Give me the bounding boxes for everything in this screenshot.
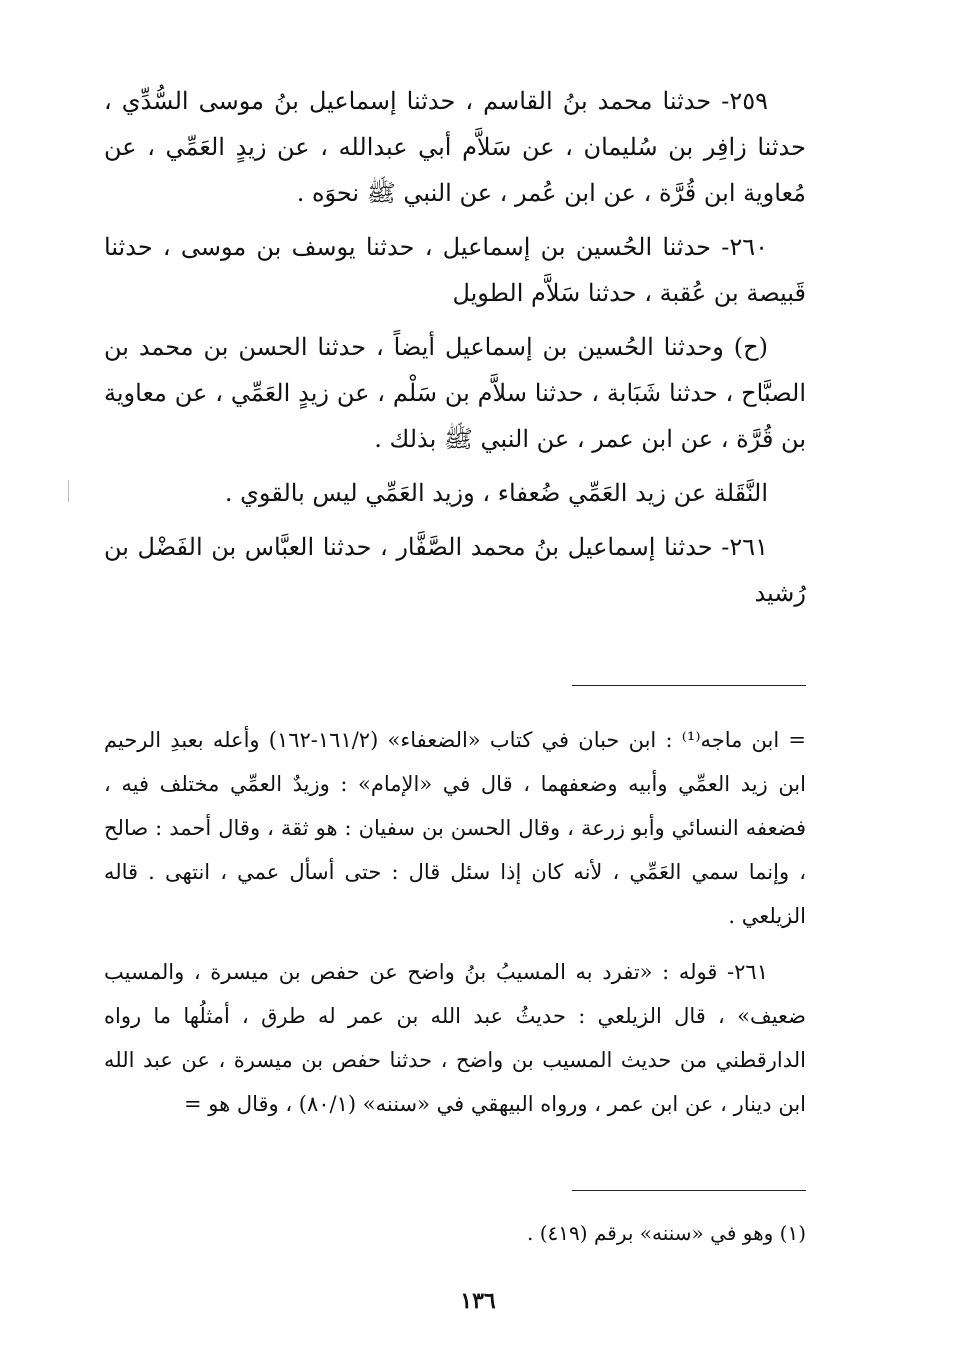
footnote-separator (572, 1190, 806, 1191)
margin-mark (68, 480, 69, 502)
main-text (104, 78, 806, 624)
hadith-259: ٢٥٩- حدثنا محمد بنُ القاسم ، حدثنا إسماعيل بنُ موسى السُّدِّي ، حدثنا زافِر بن سُليمان ، عن سَلاَّم أبي عبدالله ، عن زيدٍ العَمِّي ، عن مُعاوية ابن قُرَّة ، عن ابن عُمر ، عن النبي ﷺ نحوَه . (104, 87, 806, 207)
hadith-261: ٢٦١- حدثنا إسماعيل بنُ محمد الصَّفَّار ، حدثنا العبَّاس بن الفَضْل بن رُشيد (104, 533, 806, 607)
footnote-1: (١) وهو في «سننه» برقم (٤١٩) . (527, 1221, 806, 1245)
commentary-separator (572, 685, 806, 686)
commentary-261: ٢٦١- قوله : «تفرد به المسيبُ بنُ واضح عن حفص بن ميسرة ، والمسيب ضعيف» ، قال الزيلعي : حديثُ عبد الله بن عمر له طرق ، أمثلُها ما رواه الدارقطني من حديث المسيب بن واضح ، حدثنا حفص بن ميسرة ، عن عبد الله ابن دينار ، عن ابن عمر ، ورواه البيهقي في «سننه» (٨٠/١) ، وقال هو = (104, 960, 806, 1116)
hadith-260-second-chain: (ح) وحدثنا الحُسين بن إسماعيل أيضاً ، حدثنا الحسن بن محمد بن الصبَّاح ، حدثنا شَبَابة ، حدثنا سلاَّم بن سَلْم ، عن زيدٍ العَمِّي ، عن معاوية بن قُرَّة ، عن ابن عمر ، عن النبي ﷺ بذلك . (104, 333, 806, 453)
narrators-remark: النَّقَلة عن زيد العَمِّي ضُعفاء ، وزيد العَمِّي ليس بالقوي . (224, 479, 768, 507)
commentary-section (104, 718, 806, 1138)
hadith-260: ٢٦٠- حدثنا الحُسين بن إسماعيل ، حدثنا يوسف بن موسى ، حدثنا قَبيصة بن عُقبة ، حدثنا سَلاَّم الطويل (104, 233, 806, 307)
page-number: ١٣٦ (460, 1288, 496, 1314)
commentary-continued: = ابن ماجه⁽¹⁾ : ابن حبان في كتاب «الضعفاء» (١٦١/٢-١٦٢) وأعله بعبدِ الرحيم ابن زيد العمِّي وأبيه وضعفهما ، قال في «الإمام» : وزيدٌ العمِّي مختلف فيه ، فضعفه النسائي وأبو زرعة ، وقال الحسن بن سفيان : هو ثقة ، وقال أحمد : صالح ، وإنما سمي العَمِّي ، لأنه كان إذا سئل قال : حتى أسأل عمي ، انتهى . قاله الزيلعي . (104, 728, 807, 928)
